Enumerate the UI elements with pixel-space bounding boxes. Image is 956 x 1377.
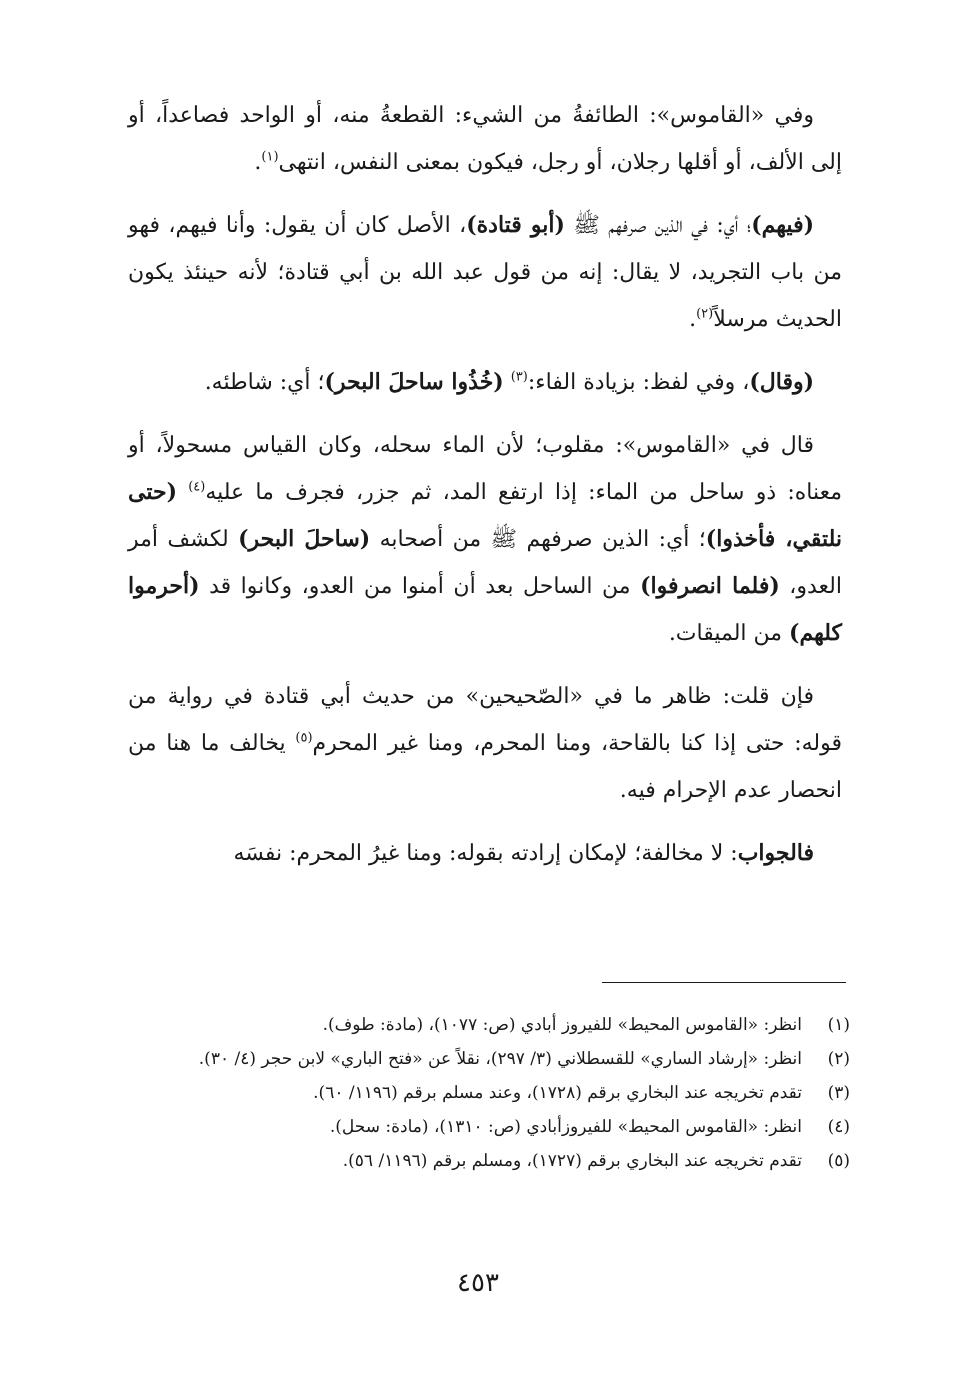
footnote-marker: (٣) bbox=[510, 369, 528, 385]
footnote-number: (٥) bbox=[827, 1151, 850, 1171]
bold-quote: (أبو قتادة) bbox=[466, 212, 565, 238]
text-span: من الساحل بعد أن أمنوا من العدو، وكانوا قد bbox=[199, 574, 641, 599]
footnote-marker: (٥) bbox=[295, 730, 313, 746]
text-span: وفي «القاموس»: الطائفةُ من الشيء: القطعةُ منه، أو الواحد فصاعداً، أو إلى الألف، أو أقلها رجلان، أو رجل، فيكون بمعنى النفس، انتهى bbox=[128, 103, 842, 175]
footnote-text: تقدم تخريجه عند البخاري برقم (١٧٢٨)، وعند مسلم برقم (١١٩٦/ ٦٠). bbox=[313, 1083, 802, 1103]
text-span: فإن قلت: ظاهر ما في «الصّحيحين» من حديث أبي قتادة في رواية من قوله: حتى إذا كنا بالقاحة، ومنا المحرم، ومنا غير المحرم bbox=[128, 684, 842, 756]
bold-quote: (خُذُوا ساحلَ البحر) bbox=[324, 369, 504, 395]
paragraph bbox=[128, 830, 842, 877]
paragraph bbox=[128, 202, 842, 343]
footnote-item bbox=[128, 1076, 850, 1110]
footnote-number: (٢) bbox=[827, 1049, 850, 1069]
text-span: قال في «القاموس»: مقلوب؛ لأن الماء سحله، وكان القياس مسحولاً، أو معناه: ذو ساحل من الماء: إذا ارتفع المد، ثم جزر، فجرف ما عليه bbox=[128, 433, 843, 505]
text-span: ، الأصل كان أن يقول: وأنا فيهم، فهو من باب التجريد، لا يقال: إنه من قول عبد الله بن أبي قتادة؛ لأنه حينئذ يكون الحديث مرسلاً bbox=[128, 213, 842, 332]
bold-quote: (فيهم) bbox=[751, 212, 814, 238]
paragraph bbox=[128, 359, 842, 406]
footnote-item bbox=[128, 1144, 850, 1178]
footnotes-section bbox=[128, 1008, 850, 1178]
text-span: . bbox=[689, 307, 697, 332]
main-text-body bbox=[128, 92, 842, 877]
bold-quote: (ساحلَ البحر) bbox=[238, 526, 371, 552]
page-number: ٤٥٣ bbox=[457, 1268, 499, 1298]
paragraph bbox=[128, 422, 842, 657]
text-span: من الميقات. bbox=[668, 621, 790, 646]
footnote-item bbox=[128, 1042, 850, 1076]
text-span: : لا مخالفة؛ لإمكان إرادته بقوله: ومنا غيرُ المحرم: نفسَه bbox=[233, 841, 738, 866]
footnote-text: تقدم تخريجه عند البخاري برقم (١٧٢٧)، ومسلم برقم (١١٩٦/ ٥٦). bbox=[342, 1151, 802, 1171]
paragraph bbox=[128, 673, 842, 814]
text-span bbox=[177, 480, 188, 505]
bold-quote: (حتى نلتقي، فأخذوا) bbox=[128, 479, 842, 552]
text-span: . bbox=[254, 150, 262, 175]
paragraph bbox=[128, 92, 842, 186]
footnote-marker: (٢) bbox=[696, 306, 714, 322]
text-span: لكشف أمر العدو، bbox=[128, 527, 842, 599]
text-span: يخالف ما هنا من انحصار عدم الإحرام فيه. bbox=[128, 731, 842, 803]
footnote-marker: (١) bbox=[261, 149, 279, 165]
footnote-marker: (٤) bbox=[188, 479, 206, 495]
footnote-item bbox=[128, 1008, 850, 1042]
footnote-number: (٤) bbox=[827, 1117, 850, 1137]
footnote-text: انظر: «إرشاد الساري» للقسطلاني (٣/ ٢٩٧)، نقلاً عن «فتح الباري» لابن حجر (٤/ ٣٠). bbox=[198, 1049, 802, 1069]
footnote-text: انظر: «القاموس المحيط» للفيروزأبادي (ص: ١٣١٠)، (مادة: سحل). bbox=[329, 1117, 802, 1137]
text-span: ، وفي لفظ: بزيادة الفاء: bbox=[527, 370, 750, 395]
text-span: ؛ أي: الذين صرفهم ﷺ من أصحابه bbox=[370, 527, 706, 552]
footnote-number: (٣) bbox=[827, 1083, 850, 1103]
text-span: ؛ أي: شاطئه. bbox=[204, 370, 325, 395]
footnote-text: انظر: «القاموس المحيط» للفيروز أبادي (ص: ١٠٧٧)، (مادة: طوف). bbox=[322, 1015, 802, 1035]
footnote-item bbox=[128, 1110, 850, 1144]
bold-quote: فالجواب bbox=[737, 840, 814, 866]
footnote-separator bbox=[602, 982, 846, 983]
text-span: ؛ أي: في الذين صرفهم ﷺ bbox=[564, 213, 752, 238]
bold-quote: (وقال) bbox=[749, 369, 814, 395]
bold-quote: (أحرموا كلهم) bbox=[128, 573, 842, 646]
text-span bbox=[504, 370, 511, 395]
footnote-number: (١) bbox=[827, 1015, 850, 1035]
bold-quote: (فلما انصرفوا) bbox=[640, 573, 780, 599]
